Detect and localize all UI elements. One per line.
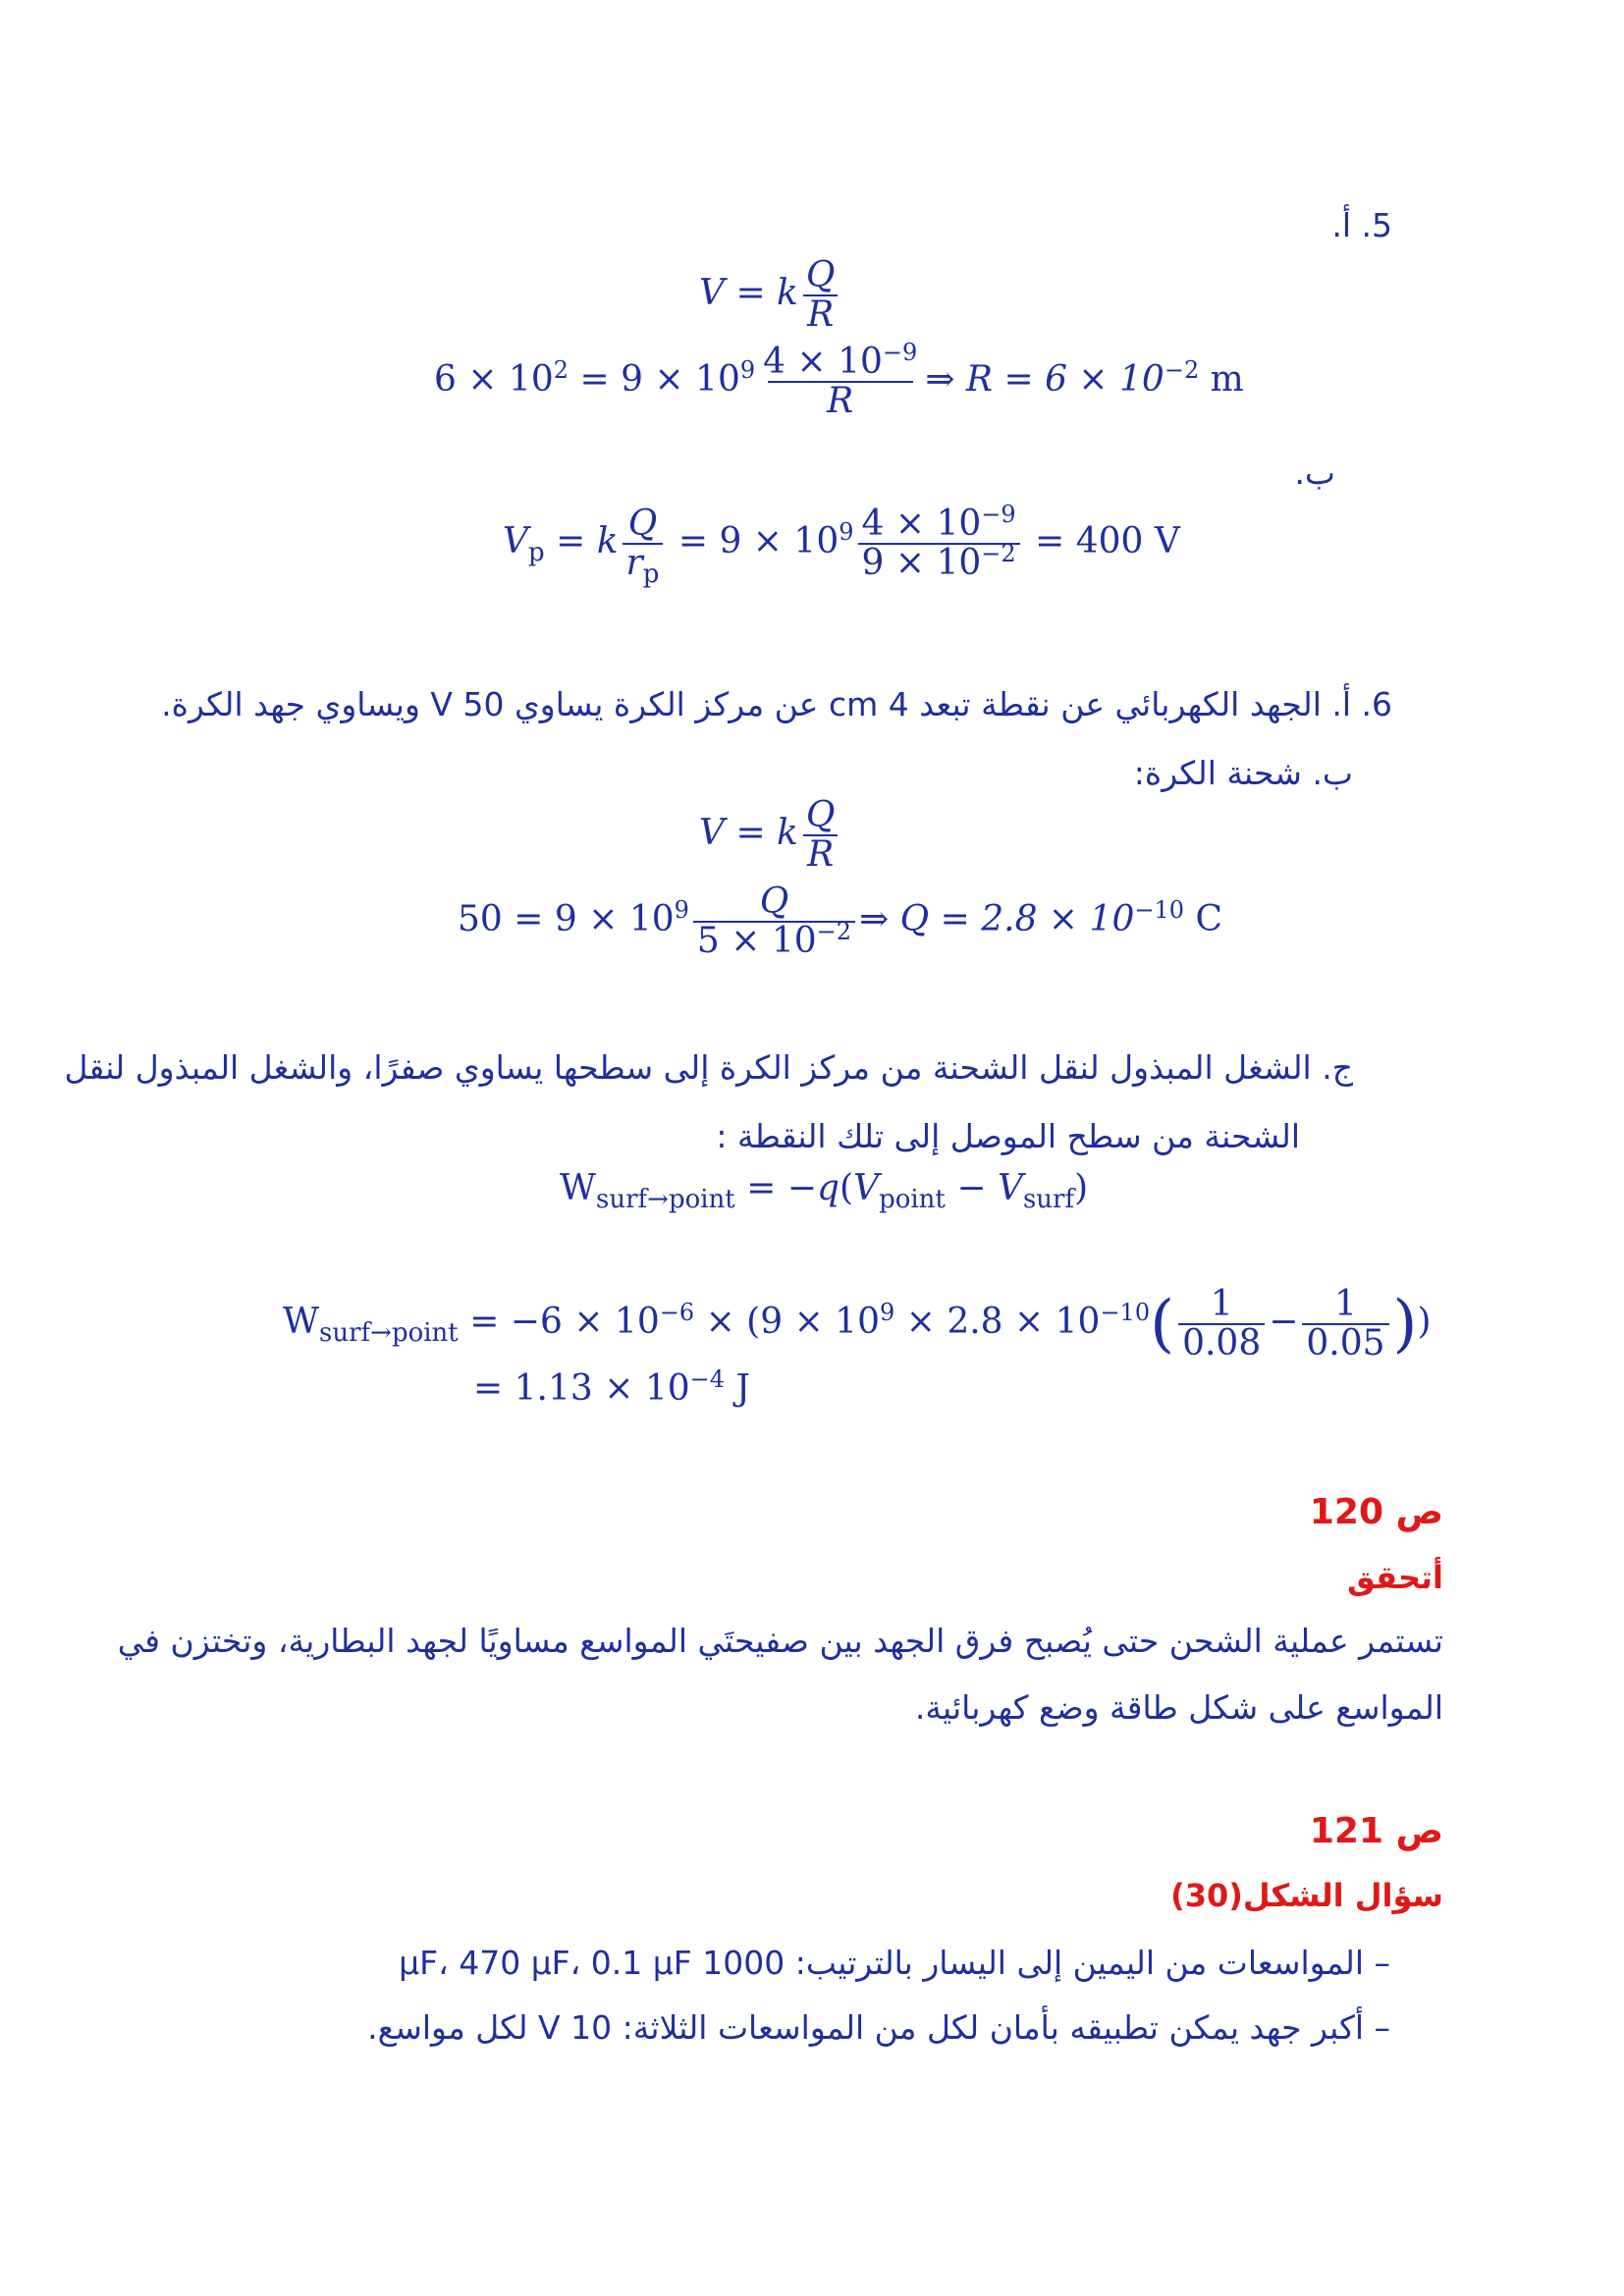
numerator: Q xyxy=(759,881,789,922)
exponent: −10 xyxy=(1134,895,1185,924)
exponent: −10 xyxy=(1100,1298,1151,1326)
work: W xyxy=(283,1301,320,1342)
fraction xyxy=(1302,1286,1388,1362)
fraction xyxy=(1178,1286,1265,1362)
numerator: Q xyxy=(805,255,836,295)
numerator xyxy=(858,501,1020,544)
unit: C xyxy=(1184,898,1223,939)
q6-line-a: 6. أ. الجهد الكهربائي عن نقطة تبعد 4 cm عن مركز الكرة يساوي 50 V ويساوي جهد الكرة. xyxy=(161,685,1392,723)
denominator xyxy=(858,539,1020,583)
numerator-base: 4 × 10 xyxy=(861,504,982,544)
subscript: surf xyxy=(1022,1185,1075,1215)
big-close-paren: ) xyxy=(1392,1287,1418,1361)
numerator-base: 4 × 10 xyxy=(763,342,883,382)
exponent: −6 xyxy=(659,1298,695,1326)
q6-equation-3 xyxy=(560,1168,1089,1215)
subscript: p xyxy=(642,559,660,589)
p121-bullet-2: – أكبر جهد يمكن تطبيقه بأمان لكل من المواسعات الثلاثة: 10 V لكل مواسع. xyxy=(367,2008,1390,2047)
q6-line-c1: ج. الشغل المبذول لنقل الشحنة من مركز الكرة إلى سطحها يساوي صفرًا، والشغل المبذول لنقل xyxy=(64,1048,1353,1087)
q5-equation-2 xyxy=(434,339,1244,421)
q6-line-c2: الشحنة من سطح الموصل إلى تلك النقطة : xyxy=(716,1117,1300,1155)
eq-rhs: = 400 V xyxy=(1023,520,1180,561)
eq-lhs: 6 × 10 xyxy=(434,358,554,400)
eq-lhs: V = k xyxy=(699,812,798,853)
open-paren: ( xyxy=(839,1168,854,1208)
denominator: 0.08 xyxy=(1178,1323,1265,1362)
vp: V xyxy=(503,520,528,561)
term-c: × 2.8 × 10 xyxy=(894,1301,1101,1342)
exponent: −2 xyxy=(816,917,852,945)
figure-question-heading: سؤال الشكل(30) xyxy=(1170,1877,1443,1914)
subscript: p xyxy=(528,537,545,567)
fraction xyxy=(623,504,664,589)
numerator: Q xyxy=(805,795,836,835)
denominator: 0.05 xyxy=(1302,1323,1388,1362)
p120-line-1: تستمر عملية الشحن حتى يُصبح فرق الجهد بين صفيحتَي المواسع مساويًا لجهد البطارية، وتختزن في xyxy=(117,1622,1443,1660)
numerator: 1 xyxy=(1210,1284,1233,1324)
denominator: R xyxy=(768,381,913,420)
fraction xyxy=(759,339,921,421)
q6-equation-2 xyxy=(458,883,1222,960)
close-paren: ) xyxy=(1417,1301,1432,1342)
minus: − xyxy=(1269,1301,1299,1342)
v-point: V xyxy=(853,1168,880,1208)
q6-equation-4 xyxy=(283,1286,1432,1362)
subscript: point xyxy=(879,1185,946,1215)
big-open-paren: ( xyxy=(1150,1287,1175,1361)
term-b: × (9 × 10 xyxy=(694,1301,880,1342)
exponent: 9 xyxy=(739,355,756,384)
term-a: = −6 × 10 xyxy=(458,1301,660,1342)
q6-equation-5 xyxy=(473,1365,750,1409)
eq-rhs: ⇒ Q = 2.8 × 10 xyxy=(859,898,1135,939)
denominator xyxy=(693,917,855,961)
denominator-base: 9 × 10 xyxy=(861,542,982,583)
fraction xyxy=(802,797,839,874)
unit: m xyxy=(1199,358,1244,400)
eq-mid: = 9 × 10 xyxy=(667,520,839,561)
work: W xyxy=(560,1168,597,1208)
denominator-base: 5 × 10 xyxy=(696,920,817,961)
q5-marker-b: ب. xyxy=(1294,454,1335,492)
exponent: −9 xyxy=(882,339,918,366)
q5-marker-a: 5. أ. xyxy=(1331,206,1392,244)
subscript: surf→point xyxy=(596,1185,735,1215)
subscript: surf→point xyxy=(319,1317,459,1348)
exponent: 9 xyxy=(839,517,854,546)
exponent: −9 xyxy=(981,501,1016,528)
p120-line-2: المواسع على شكل طاقة وضع كهربائية. xyxy=(914,1688,1443,1727)
eq-k: = k xyxy=(544,520,619,561)
eq-lhs: V = k xyxy=(699,272,798,313)
eq-mid: = 9 × 10 xyxy=(568,358,740,400)
q6-equation-1 xyxy=(699,797,842,874)
result: = 1.13 × 10 xyxy=(473,1368,690,1409)
minus: − xyxy=(945,1168,998,1208)
close-paren: ) xyxy=(1074,1168,1089,1208)
exponent: −2 xyxy=(1164,355,1200,384)
q5-equation-3 xyxy=(503,501,1180,589)
exponent: −4 xyxy=(689,1365,726,1393)
exponent: 2 xyxy=(553,355,569,384)
denominator-base: r xyxy=(625,542,643,583)
eq-lhs: 50 = 9 × 10 xyxy=(458,898,675,939)
eq-rhs: ⇒ R = 6 × 10 xyxy=(925,358,1164,400)
exponent: −2 xyxy=(981,539,1016,567)
fraction xyxy=(802,257,839,334)
fraction xyxy=(858,501,1020,583)
exponent: 9 xyxy=(674,895,689,924)
denominator: R xyxy=(803,294,838,334)
check-heading: أتحقق xyxy=(1347,1559,1443,1596)
unit: J xyxy=(725,1368,750,1409)
denominator xyxy=(623,542,664,589)
numerator: Q xyxy=(627,504,658,544)
p121-bullet-1: – المواسعات من اليمين إلى اليسار بالترتيب: 1000 μF، 470 μF، 0.1 μF xyxy=(399,1944,1390,1982)
denominator: R xyxy=(803,834,838,874)
numerator: 1 xyxy=(1334,1284,1357,1324)
q6-line-b: ب. شحنة الكرة: xyxy=(1133,754,1353,792)
exponent: 9 xyxy=(879,1298,895,1326)
page-121-label: ص 121 xyxy=(1309,1811,1443,1851)
page-120-label: ص 120 xyxy=(1309,1492,1443,1532)
numerator xyxy=(759,339,921,382)
v-surf: V xyxy=(997,1168,1023,1208)
q5-equation-1 xyxy=(699,257,842,334)
fraction xyxy=(693,883,855,960)
eq-mid: = −q xyxy=(734,1168,840,1208)
